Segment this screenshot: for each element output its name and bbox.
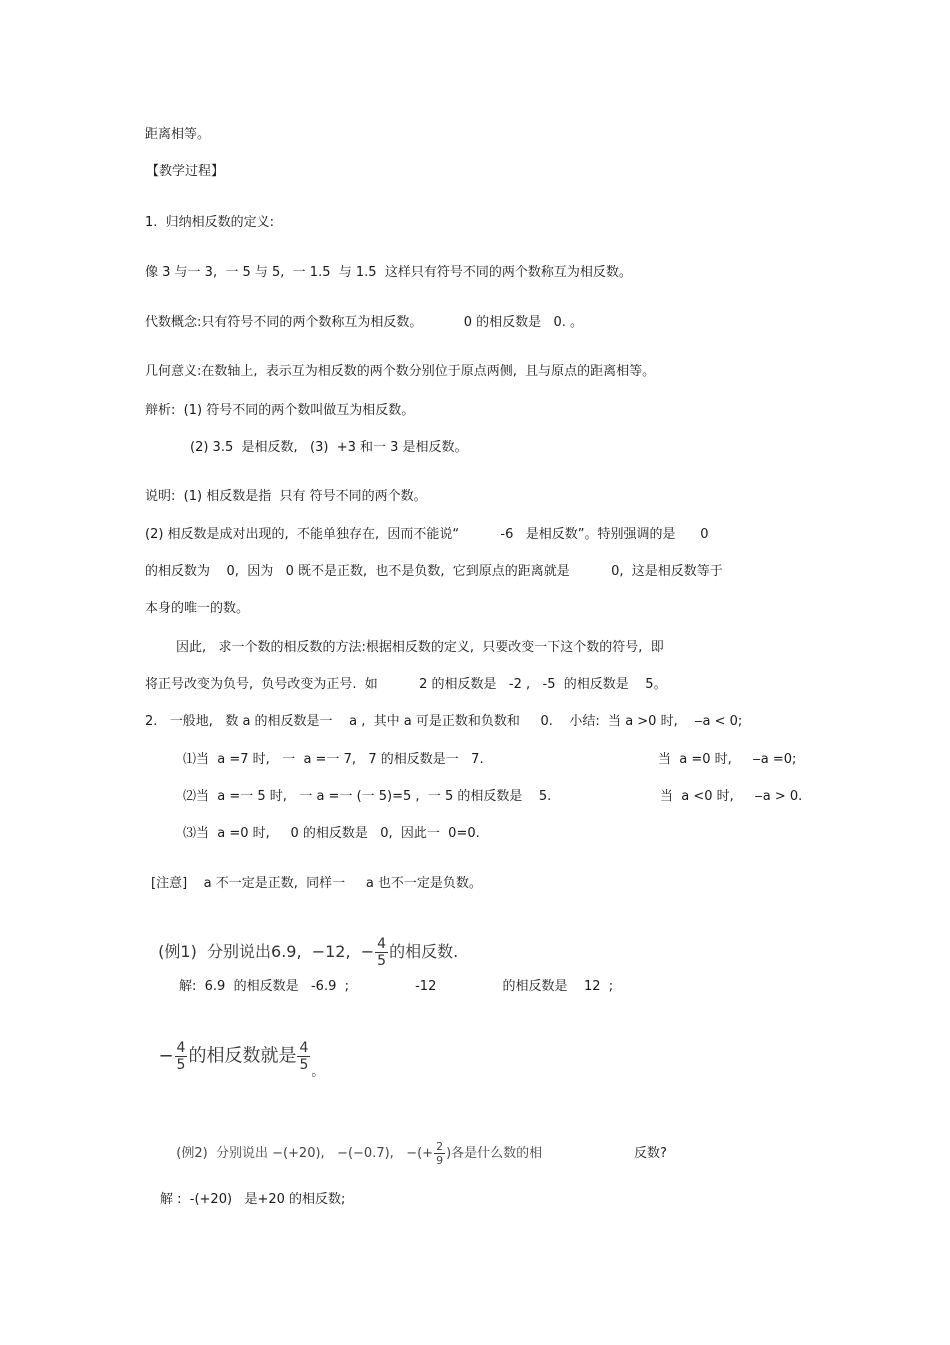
text-line: ⑵当 a =一 5 时, 一 a =一 (一 5)=5 , 一 5 的相反数是 5. [183,789,552,804]
numbered-heading: 1. 归纳相反数的定义: [145,215,275,230]
fraction-numerator: 4 [299,1040,309,1056]
text-line: (2) 相反数是成对出现的, 不能单独存在, 因而不能说“ -6 是相反数”。特别强调的是 0 [145,527,709,542]
example-2 [168,1126,542,1166]
fraction-denominator: 5 [377,953,387,969]
fraction-numerator: 2 [436,1140,444,1153]
text-line: 反数? [634,1146,667,1161]
period: 。 [311,1064,325,1080]
text-line: 说明: (1) 相反数是指 只有 符号不同的两个数。 [145,489,427,504]
text-line: (2) 3.5 是相反数, (3) +3 和一 3 是相反数。 [190,440,468,455]
example-1-suffix: 的相反数. [389,942,459,961]
example-1 [148,918,458,968]
fraction-denominator: 5 [299,1057,309,1073]
text-line: 的相反数为 0, 因为 0 既不是正数, 也不是负数, 它到原点的距离就是 0, 这是相反数等于 [145,564,723,579]
numbered-heading: 2. 一般地, 数 a 的相反数是一 a , 其中 a 可是正数和负数和 0. 小结: 当 a >0 时, ‒a < 0; [145,714,743,729]
text-line: 将正号改变为负号, 负号改变为正号. 如 2 的相反数是 -2 , -5 的相反数是 5。 [145,677,667,692]
fraction [297,1041,310,1072]
solution-line: 解: 6.9 的相反数是 -6.9 ; -12 的相反数是 12 ; [179,979,614,994]
fraction [375,937,388,968]
text-line: 距离相等。 [145,127,211,142]
text-line: ⑶当 a =0 时, 0 的相反数是 0, 因此一 0=0. [183,826,480,841]
fraction-numerator: 4 [176,1040,186,1056]
fraction [434,1141,445,1166]
example-1-prefix: (例1) 分别说出6.9, −12, − [158,942,375,961]
section-heading: 【教学过程】 [146,164,225,179]
solution-line: 解 : -(+20) 是+20 的相反数; [160,1192,346,1207]
note-line: [注意] a 不一定是正数, 同样一 a 也不一定是负数。 [151,876,482,891]
text-line: 本身的唯一的数。 [145,601,250,616]
text-line: 像 3 与一 3, 一 5 与 5, 一 1.5 与 1.5 这样只有符号不同的两个数称互为相反数。 [145,265,632,280]
solution-fraction-line [147,1020,324,1080]
text-line: 因此, 求一个数的相反数的方法:根据相反数的定义, 只要改变一下这个数的符号, 即 [176,640,664,655]
fraction-denominator: 5 [176,1057,186,1073]
fraction-numerator: 4 [377,936,387,952]
text-line: ⑴当 a =7 时, 一 a =一 7, 7 的相反数是一 7. [183,752,484,767]
minus-sign: − [158,1045,174,1067]
text-line: 当 a =0 时, ‒a =0; [658,752,797,767]
text-line: 辩析: (1) 符号不同的两个数叫做互为相反数。 [145,403,415,418]
example-2-prefix: (例2) 分别说出 −(+20), −(−0.7), −(+ [176,1146,434,1161]
text-line: 代数概念:只有符号不同的两个数称互为相反数。 0 的相反数是 0. 。 [145,315,584,330]
text-line: 当 a <0 时, ‒a > 0. [660,789,803,804]
text-line: 几何意义:在数轴上, 表示互为相反数的两个数分别位于原点两侧, 且与原点的距离相等。 [145,364,656,379]
fraction [175,1041,188,1072]
solution-text: 的相反数就是 [188,1045,297,1067]
example-2-suffix: )各是什么数的相 [446,1146,543,1161]
fraction-denominator: 9 [436,1154,444,1167]
